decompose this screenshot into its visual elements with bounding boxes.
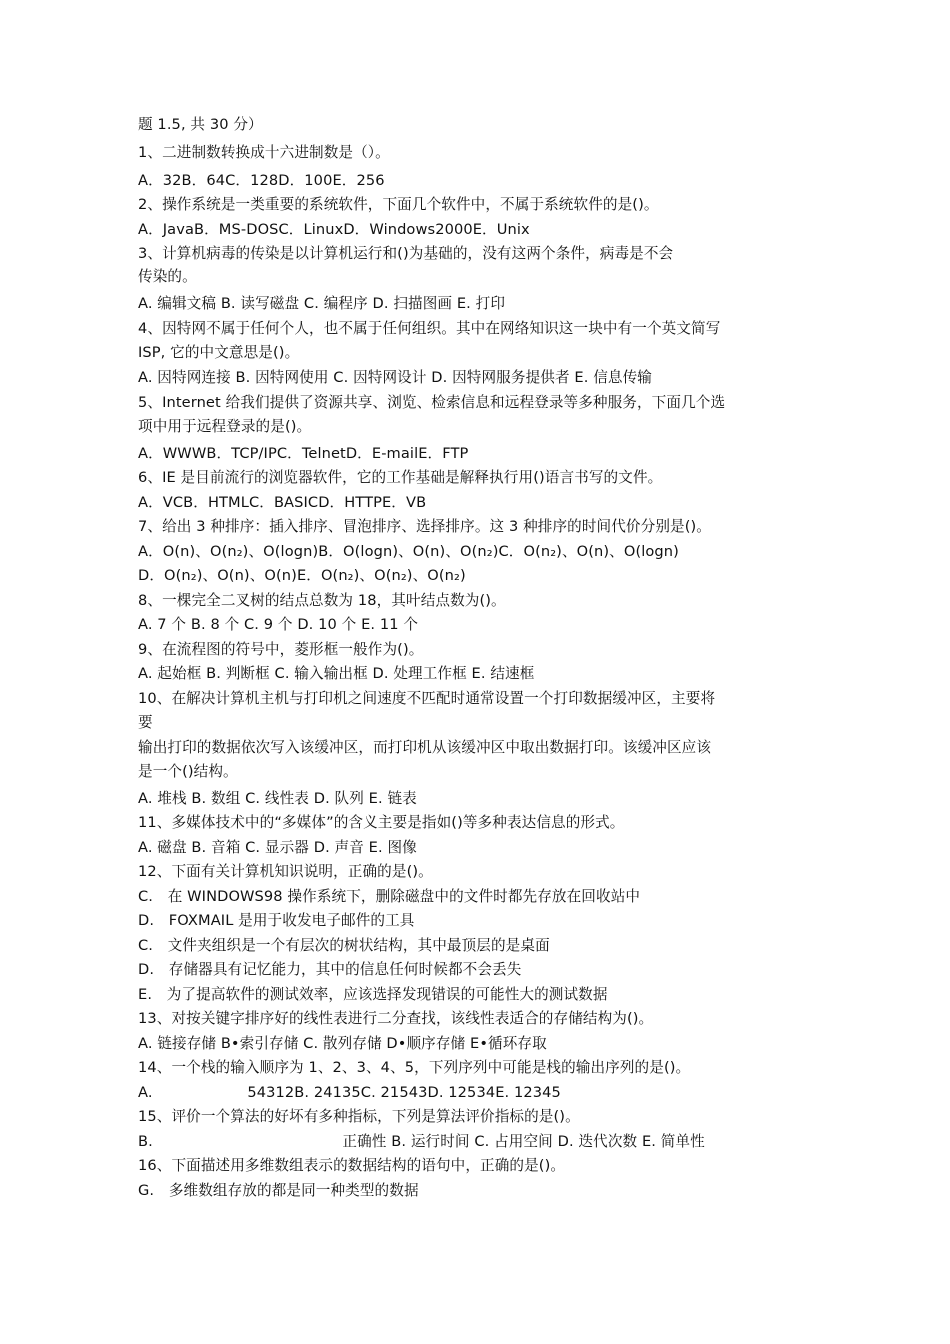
question-4-line-1: 4、因特网不属于任何个人，也不属于任何组织。其中在网络知识这一块中有一个英文简写 [138, 320, 721, 337]
options-7-line-1: A．O(n)、O(n₂)、O(logn)B．O(logn)、O(n)、O(n₂)C．O(n₂)、O(n)、O(logn) [138, 543, 679, 560]
options-3: A. 编辑文稿 B. 读写磁盘 C. 编程序 D. 扫描图画 E. 打印 [138, 295, 506, 312]
question-6: 6、IE 是目前流行的浏览器软件，它的工作基础是解释执行用()语言书写的文件。 [138, 469, 663, 486]
question-10-line-1: 10、在解决计算机主机与打印机之间速度不匹配时通常设置一个打印数据缓冲区，主要将 [138, 690, 716, 707]
options-11: A. 磁盘 B. 音箱 C. 显示器 D. 声音 E. 图像 [138, 839, 417, 856]
options-1: A．32B．64C．128D．100E．256 [138, 172, 385, 189]
question-13: 13、对按关键字排序好的线性表进行二分查找，该线性表适合的存储结构为()。 [138, 1010, 654, 1027]
question-15: 15、评价一个算法的好坏有多种指标，下列是算法评价指标的是()。 [138, 1108, 580, 1125]
question-1: 1、二进制数转换成十六进制数是（）。 [138, 144, 390, 161]
question-14: 14、一个栈的输入顺序为 1、2、3、4、5，下列序列中可能是栈的输出序列的是()。 [138, 1059, 691, 1076]
options-2: A．JavaB．MS-DOSC．LinuxD．Windows2000E．Unix [138, 221, 530, 238]
section-header: 题 1.5, 共 30 分） [138, 116, 263, 133]
options-13: A. 链接存储 B•索引存储 C. 散列存储 D•顺序存储 E•循环存取 [138, 1035, 547, 1052]
question-7: 7、给出 3 种排序：插入排序、冒泡排序、选择排序。这 3 种排序的时间代价分别是()。 [138, 518, 711, 535]
options-14: A. 54312B. 24135C. 21543D. 12534E. 12345 [138, 1084, 561, 1101]
question-3-line-2: 传染的。 [138, 268, 197, 285]
option-12-c1: C. 在 WINDOWS98 操作系统下，删除磁盘中的文件时都先存放在回收站中 [138, 888, 641, 905]
question-2: 2、操作系统是一类重要的系统软件，下面几个软件中，不属于系统软件的是()。 [138, 196, 659, 213]
option-16-g: G. 多维数组存放的都是同一种类型的数据 [138, 1182, 419, 1199]
question-8: 8、一棵完全二叉树的结点总数为 18，其叶结点数为()。 [138, 592, 506, 609]
options-5: A．WWWB．TCP/IPC．TelnetD．E-mailE．FTP [138, 445, 469, 462]
question-3-line-1: 3、计算机病毒的传染是以计算机运行和()为基础的，没有这两个条件，病毒是不会 [138, 245, 674, 262]
question-4-line-2: ISP, 它的中文意思是()。 [138, 344, 300, 361]
options-15: B. 正确性 B. 运行时间 C. 占用空间 D. 迭代次数 E. 简单性 [138, 1133, 705, 1150]
question-12: 12、下面有关计算机知识说明，正确的是()。 [138, 863, 433, 880]
options-6: A．VCB．HTMLC．BASICD．HTTPE．VB [138, 494, 427, 511]
question-10-line-4: 是一个()结构。 [138, 763, 238, 780]
option-12-c2: C. 文件夹组织是一个有层次的树状结构，其中最顶层的是桌面 [138, 937, 550, 954]
question-16: 16、下面描述用多维数组表示的数据结构的语句中，正确的是()。 [138, 1157, 566, 1174]
options-10: A. 堆栈 B. 数组 C. 线性表 D. 队列 E. 链表 [138, 790, 417, 807]
question-10-line-2: 要 [138, 714, 153, 731]
question-5-line-2: 项中用于远程登录的是()。 [138, 418, 312, 435]
options-8: A. 7 个 B. 8 个 C. 9 个 D. 10 个 E. 11 个 [138, 616, 419, 633]
question-11: 11、多媒体技术中的“多媒体”的含义主要是指如()等多种表达信息的形式。 [138, 814, 625, 831]
question-10-line-3: 输出打印的数据依次写入该缓冲区，而打印机从该缓冲区中取出数据打印。该缓冲区应该 [138, 739, 712, 756]
option-12-d1: D. FOXMAIL 是用于收发电子邮件的工具 [138, 912, 415, 929]
options-4: A. 因特网连接 B. 因特网使用 C. 因特网设计 D. 因特网服务提供者 E. 信息传输 [138, 369, 652, 386]
question-9: 9、在流程图的符号中，菱形框一般作为()。 [138, 641, 424, 658]
options-7-line-2: D．O(n₂)、O(n)、O(n)E．O(n₂)、O(n₂)、O(n₂) [138, 567, 466, 584]
options-9: A. 起始框 B. 判断框 C. 输入输出框 D. 处理工作框 E. 结速框 [138, 665, 535, 682]
question-5-line-1: 5、Internet 给我们提供了资源共享、浏览、检索信息和远程登录等多种服务，下面几个选 [138, 394, 726, 411]
option-12-e: E. 为了提高软件的测试效率，应该选择发现错误的可能性大的测试数据 [138, 986, 608, 1003]
option-12-d2: D. 存储器具有记忆能力，其中的信息任何时候都不会丢失 [138, 961, 522, 978]
